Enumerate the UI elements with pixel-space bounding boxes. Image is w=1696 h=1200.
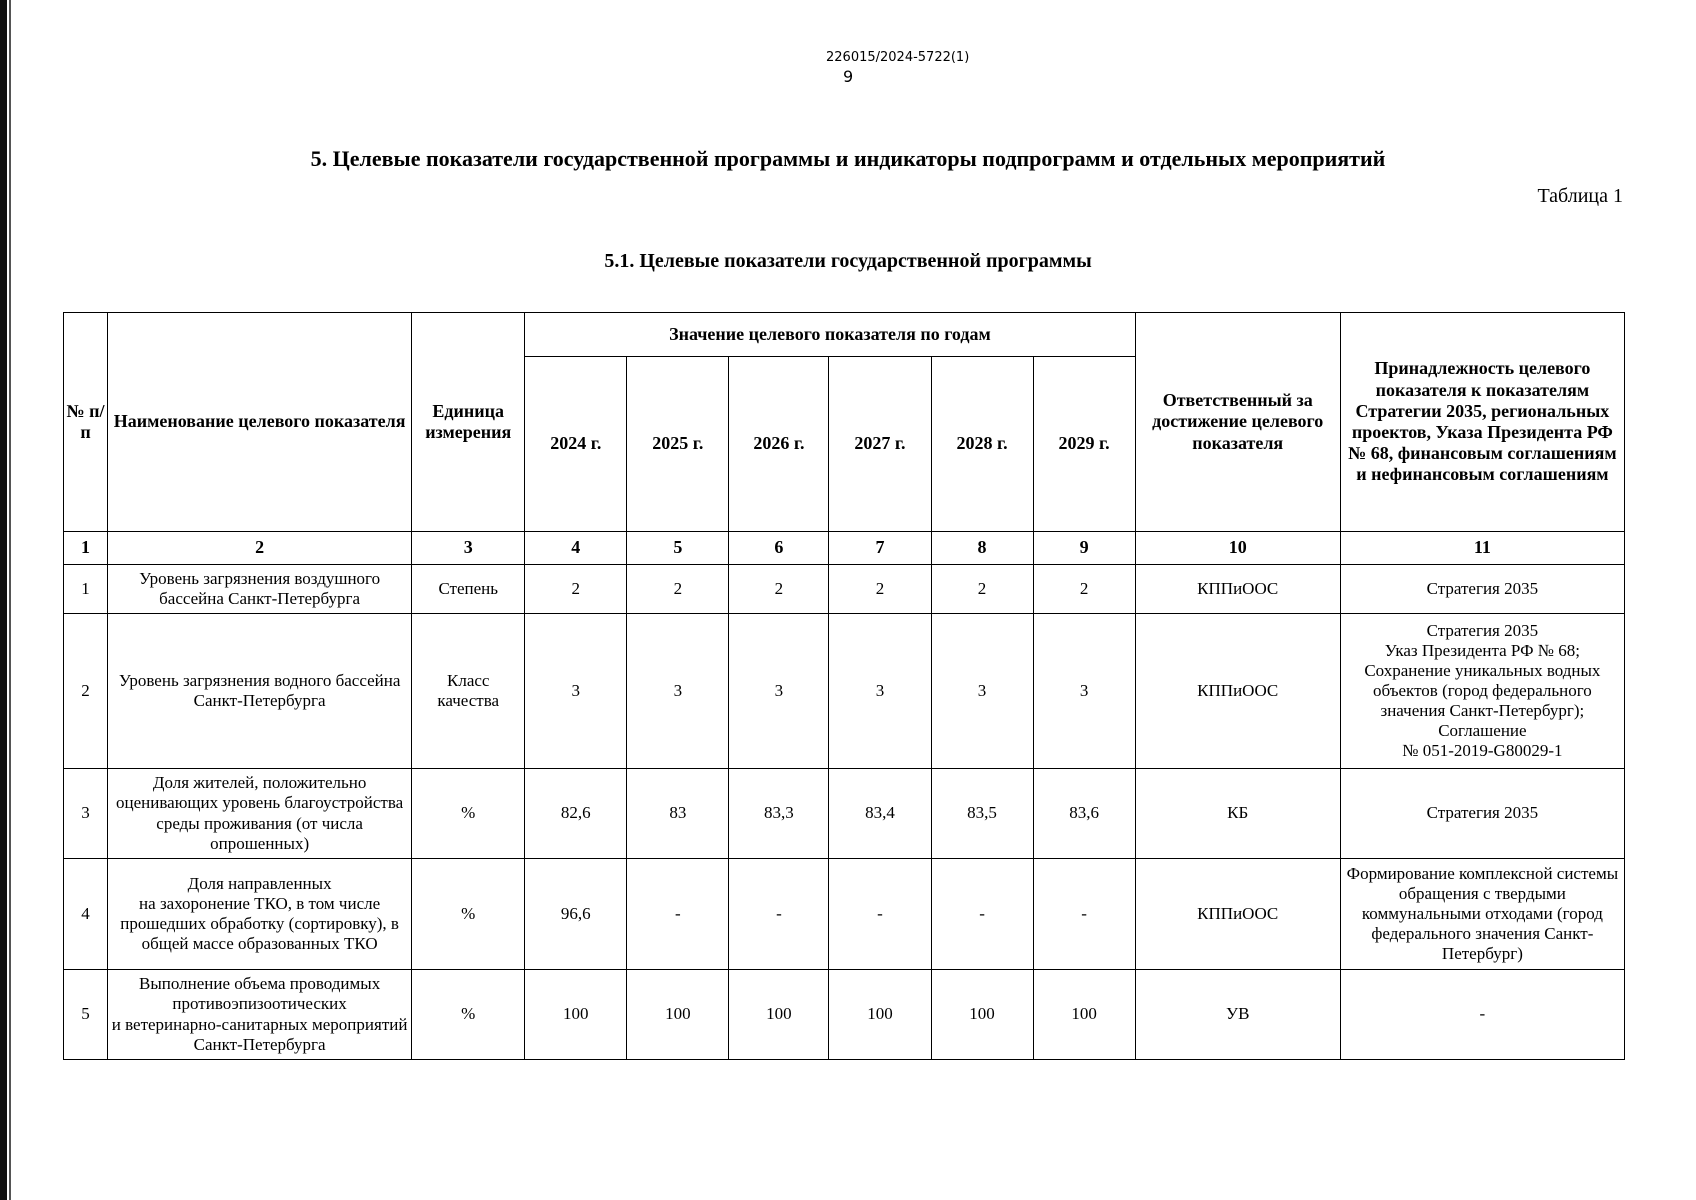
row-value: 2 [627, 565, 729, 614]
row-unit: % [412, 859, 525, 970]
row-num: 5 [64, 970, 108, 1060]
row-name: Уровень загрязнения воздушного бассейна Санкт-Петербурга [108, 565, 412, 614]
table-row [64, 614, 1625, 769]
row-value: - [729, 859, 829, 970]
row-value: 96,6 [525, 859, 627, 970]
header-responsible: Ответственный за достижение целевого показателя [1135, 313, 1340, 532]
row-num: 1 [64, 565, 108, 614]
header-year: 2029 г. [1033, 357, 1135, 532]
page-number: 9 [843, 67, 854, 86]
column-number: 1 [64, 532, 108, 565]
header-year: 2026 г. [729, 357, 829, 532]
header-year: 2027 г. [829, 357, 931, 532]
table-label: Таблица 1 [1537, 185, 1623, 207]
row-responsible: УВ [1135, 970, 1340, 1060]
row-value: 100 [1033, 970, 1135, 1060]
header-year: 2025 г. [627, 357, 729, 532]
row-value: 83,4 [829, 769, 931, 859]
header-name: Наименование целевого показателя [108, 313, 412, 532]
row-value: 3 [931, 614, 1033, 769]
row-value: 2 [1033, 565, 1135, 614]
header-unit: Единица измерения [412, 313, 525, 532]
header-years-group: Значение целевого показателя по годам [525, 313, 1135, 357]
row-value: 100 [829, 970, 931, 1060]
row-responsible: КБ [1135, 769, 1340, 859]
header-row-1 [64, 313, 1625, 357]
row-value: 2 [729, 565, 829, 614]
column-number: 4 [525, 532, 627, 565]
row-value: 83,6 [1033, 769, 1135, 859]
subsection-title: 5.1. Целевые показатели государственной программы [604, 250, 1092, 272]
row-value: 83,3 [729, 769, 829, 859]
row-value: 3 [729, 614, 829, 769]
section-title: 5. Целевые показатели государственной программы и индикаторы подпрограмм и отдельных мероприятий [310, 146, 1386, 171]
column-number: 9 [1033, 532, 1135, 565]
row-num: 2 [64, 614, 108, 769]
row-unit: Степень [412, 565, 525, 614]
header-belonging: Принадлежность целевого показателя к показателям Стратегии 2035, региональных проектов, Указа Президента РФ № 68, финансовым соглашениям и нефинансовым соглашениям [1340, 313, 1624, 532]
row-name: Доля жителей, положительно оценивающих уровень благоустройства среды проживания (от числа опрошенных) [108, 769, 412, 859]
row-belonging: Стратегия 2035 Указ Президента РФ № 68; Сохранение уникальных водных объектов (город федерального значения Санкт-Петербург); Соглашение № 051-2019-G80029-1 [1340, 614, 1624, 769]
row-value: 100 [931, 970, 1033, 1060]
row-num: 4 [64, 859, 108, 970]
row-responsible: КППиООС [1135, 565, 1340, 614]
row-value: 3 [627, 614, 729, 769]
row-value: 83 [627, 769, 729, 859]
row-unit: Класс качества [412, 614, 525, 769]
row-responsible: КППиООС [1135, 859, 1340, 970]
row-name: Выполнение объема проводимых противоэпизоотических и ветеринарно-санитарных мероприятий Санкт-Петербурга [108, 970, 412, 1060]
row-value: - [829, 859, 931, 970]
column-number: 10 [1135, 532, 1340, 565]
table-row [64, 970, 1625, 1060]
row-value: 100 [729, 970, 829, 1060]
row-value: 100 [525, 970, 627, 1060]
column-number: 7 [829, 532, 931, 565]
row-responsible: КППиООС [1135, 614, 1340, 769]
row-unit: % [412, 970, 525, 1060]
header-year: 2024 г. [525, 357, 627, 532]
column-numbers-row [64, 532, 1625, 565]
row-value: 2 [829, 565, 931, 614]
row-belonging: Формирование комплексной системы обращения с твердыми коммунальными отходами (город федерального значения Санкт-Петербург) [1340, 859, 1624, 970]
row-num: 3 [64, 769, 108, 859]
row-value: - [627, 859, 729, 970]
row-value: 83,5 [931, 769, 1033, 859]
row-value: 82,6 [525, 769, 627, 859]
row-name: Уровень загрязнения водного бассейна Санкт-Петербурга [108, 614, 412, 769]
row-belonging: - [1340, 970, 1624, 1060]
doc-number: 226015/2024-5722(1) [826, 50, 970, 65]
scan-edge [0, 0, 7, 1200]
column-number: 8 [931, 532, 1033, 565]
row-value: 2 [931, 565, 1033, 614]
row-name: Доля направленных на захоронение ТКО, в том числе прошедших обработку (сортировку), в общей массе образованных ТКО [108, 859, 412, 970]
row-value: 2 [525, 565, 627, 614]
column-number: 2 [108, 532, 412, 565]
row-belonging: Стратегия 2035 [1340, 565, 1624, 614]
row-unit: % [412, 769, 525, 859]
row-value: - [931, 859, 1033, 970]
row-value: - [1033, 859, 1135, 970]
header-num: № п/п [64, 313, 108, 532]
row-value: 3 [1033, 614, 1135, 769]
column-number: 5 [627, 532, 729, 565]
table-row [64, 565, 1625, 614]
indicators-table [63, 312, 1625, 1060]
table-row [64, 769, 1625, 859]
row-belonging: Стратегия 2035 [1340, 769, 1624, 859]
scan-edge-line [9, 0, 11, 1200]
row-value: 100 [627, 970, 729, 1060]
header-year: 2028 г. [931, 357, 1033, 532]
row-value: 3 [829, 614, 931, 769]
column-number: 11 [1340, 532, 1624, 565]
table-row [64, 859, 1625, 970]
column-number: 6 [729, 532, 829, 565]
row-value: 3 [525, 614, 627, 769]
column-number: 3 [412, 532, 525, 565]
